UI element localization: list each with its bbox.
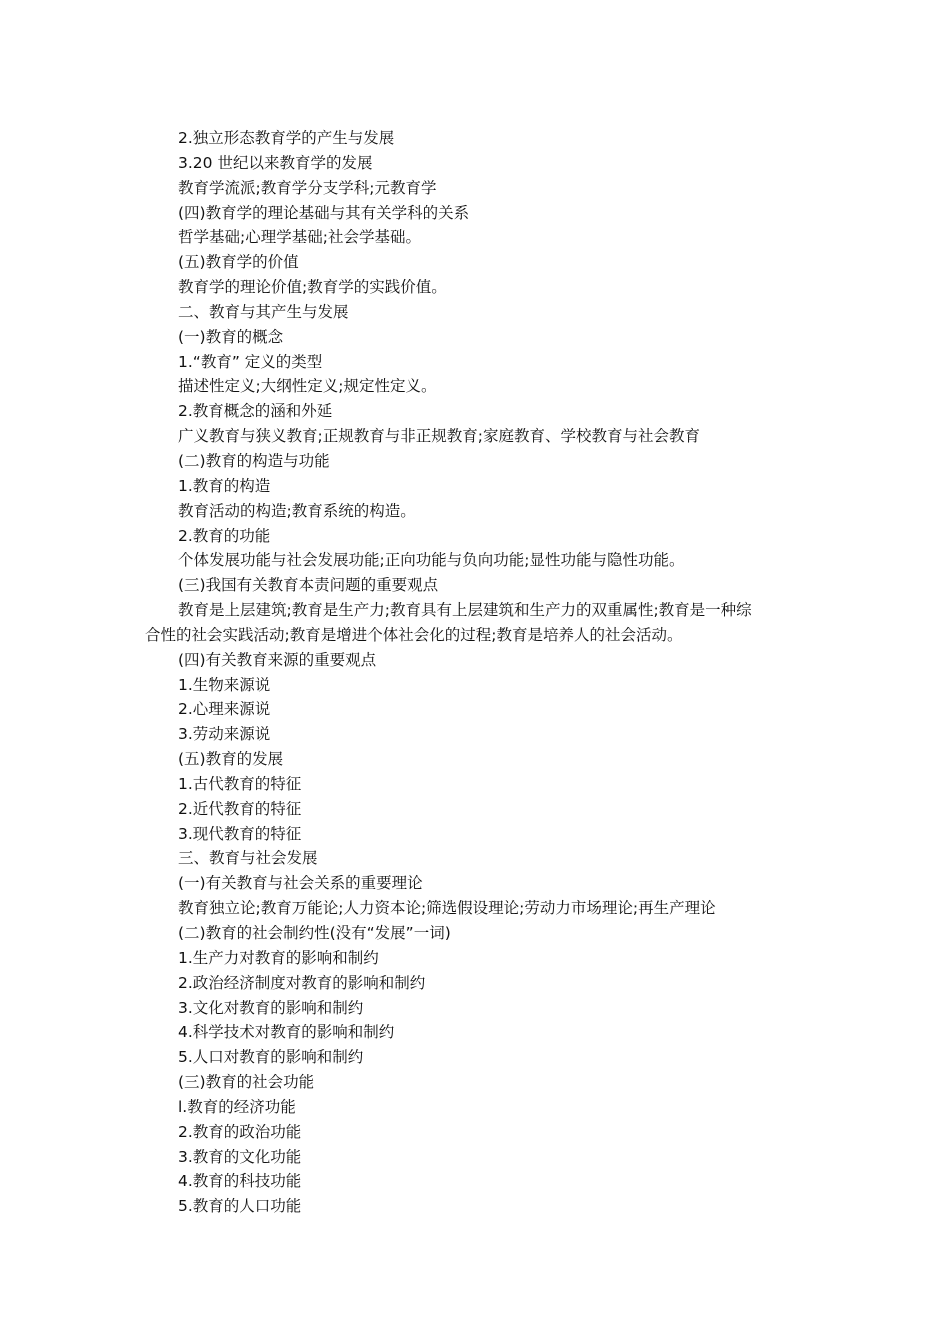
outline-line: (三)我国有关教育本责问题的重要观点 [178, 576, 439, 595]
outline-line: 2.近代教育的特征 [178, 799, 302, 818]
outline-line: 1.“教育” 定义的类型 [178, 352, 323, 371]
outline-line: 2.教育概念的涵和外延 [178, 402, 333, 421]
outline-line: 教育活动的构造;教育系统的构造。 [178, 501, 416, 520]
outline-line: 广义教育与狭义教育;正规教育与非正规教育;家庭教育、学校教育与社会教育 [178, 427, 700, 446]
outline-line: 1.古代教育的特征 [178, 774, 302, 793]
outline-line: 3.现代教育的特征 [178, 824, 302, 843]
body-paragraph [145, 598, 805, 648]
outline-line: 三、教育与社会发展 [178, 849, 318, 868]
outline-line: 1.生物来源说 [178, 675, 271, 694]
outline-section-after [0, 648, 950, 1219]
paragraph-line: 合性的社会实践活动;教育是增进个体社会化的过程;教育是培养人的社会活动。 [145, 625, 683, 644]
outline-line: (五)教育学的价值 [178, 253, 299, 272]
outline-line: 描述性定义;大纲性定义;规定性定义。 [178, 377, 437, 396]
outline-line: 2.教育的功能 [178, 526, 271, 545]
outline-line: (五)教育的发展 [178, 750, 284, 769]
outline-line: 哲学基础;心理学基础;社会学基础。 [178, 228, 421, 247]
outline-line: 1.生产力对教育的影响和制约 [178, 948, 379, 967]
outline-line: 4.科学技术对教育的影响和制约 [178, 1023, 395, 1042]
outline-line: 教育学的理论价值;教育学的实践价值。 [178, 278, 447, 297]
outline-line: 3.20 世纪以来教育学的发展 [178, 153, 373, 172]
outline-line: (一)教育的概念 [178, 327, 284, 346]
outline-line: (四)教育学的理论基础与其有关学科的关系 [178, 203, 470, 222]
outline-line: l.教育的经济功能 [178, 1097, 296, 1116]
outline-line: (一)有关教育与社会关系的重要理论 [178, 874, 423, 893]
document-body [0, 126, 950, 1219]
outline-line: 5.人口对教育的影响和制约 [178, 1048, 364, 1067]
outline-line: 教育学流派;教育学分支学科;元教育学 [178, 178, 437, 197]
outline-line: 教育独立论;教育万能论;人力资本论;筛选假设理论;劳动力市场理论;再生产理论 [178, 899, 716, 918]
outline-line: (二)教育的构造与功能 [178, 451, 330, 470]
outline-line: (二)教育的社会制约性(没有“发展”一词) [178, 924, 451, 942]
outline-line: 1.教育的构造 [178, 476, 271, 495]
outline-line: 2.独立形态教育学的产生与发展 [178, 129, 395, 147]
outline-line: 二、教育与其产生与发展 [178, 302, 349, 321]
outline-line: 3.劳动来源说 [178, 725, 271, 744]
outline-line: 个体发展功能与社会发展功能;正向功能与负向功能;显性功能与隐性功能。 [178, 551, 685, 570]
outline-line: 3.教育的文化功能 [178, 1147, 302, 1166]
outline-line: 2.教育的政治功能 [178, 1122, 302, 1141]
outline-line: (四)有关教育来源的重要观点 [178, 650, 377, 669]
outline-line: 3.文化对教育的影响和制约 [178, 998, 364, 1017]
outline-line: 2.政治经济制度对教育的影响和制约 [178, 973, 426, 992]
outline-line: (三)教育的社会功能 [178, 1073, 315, 1092]
outline-line: 5.教育的人口功能 [178, 1197, 302, 1216]
paragraph-line: 教育是上层建筑;教育是生产力;教育具有上层建筑和生产力的双重属性;教育是一种综 [178, 601, 752, 620]
outline-section-before [0, 126, 950, 598]
outline-line: 4.教育的科技功能 [178, 1172, 302, 1191]
outline-line: 2.心理来源说 [178, 700, 271, 719]
